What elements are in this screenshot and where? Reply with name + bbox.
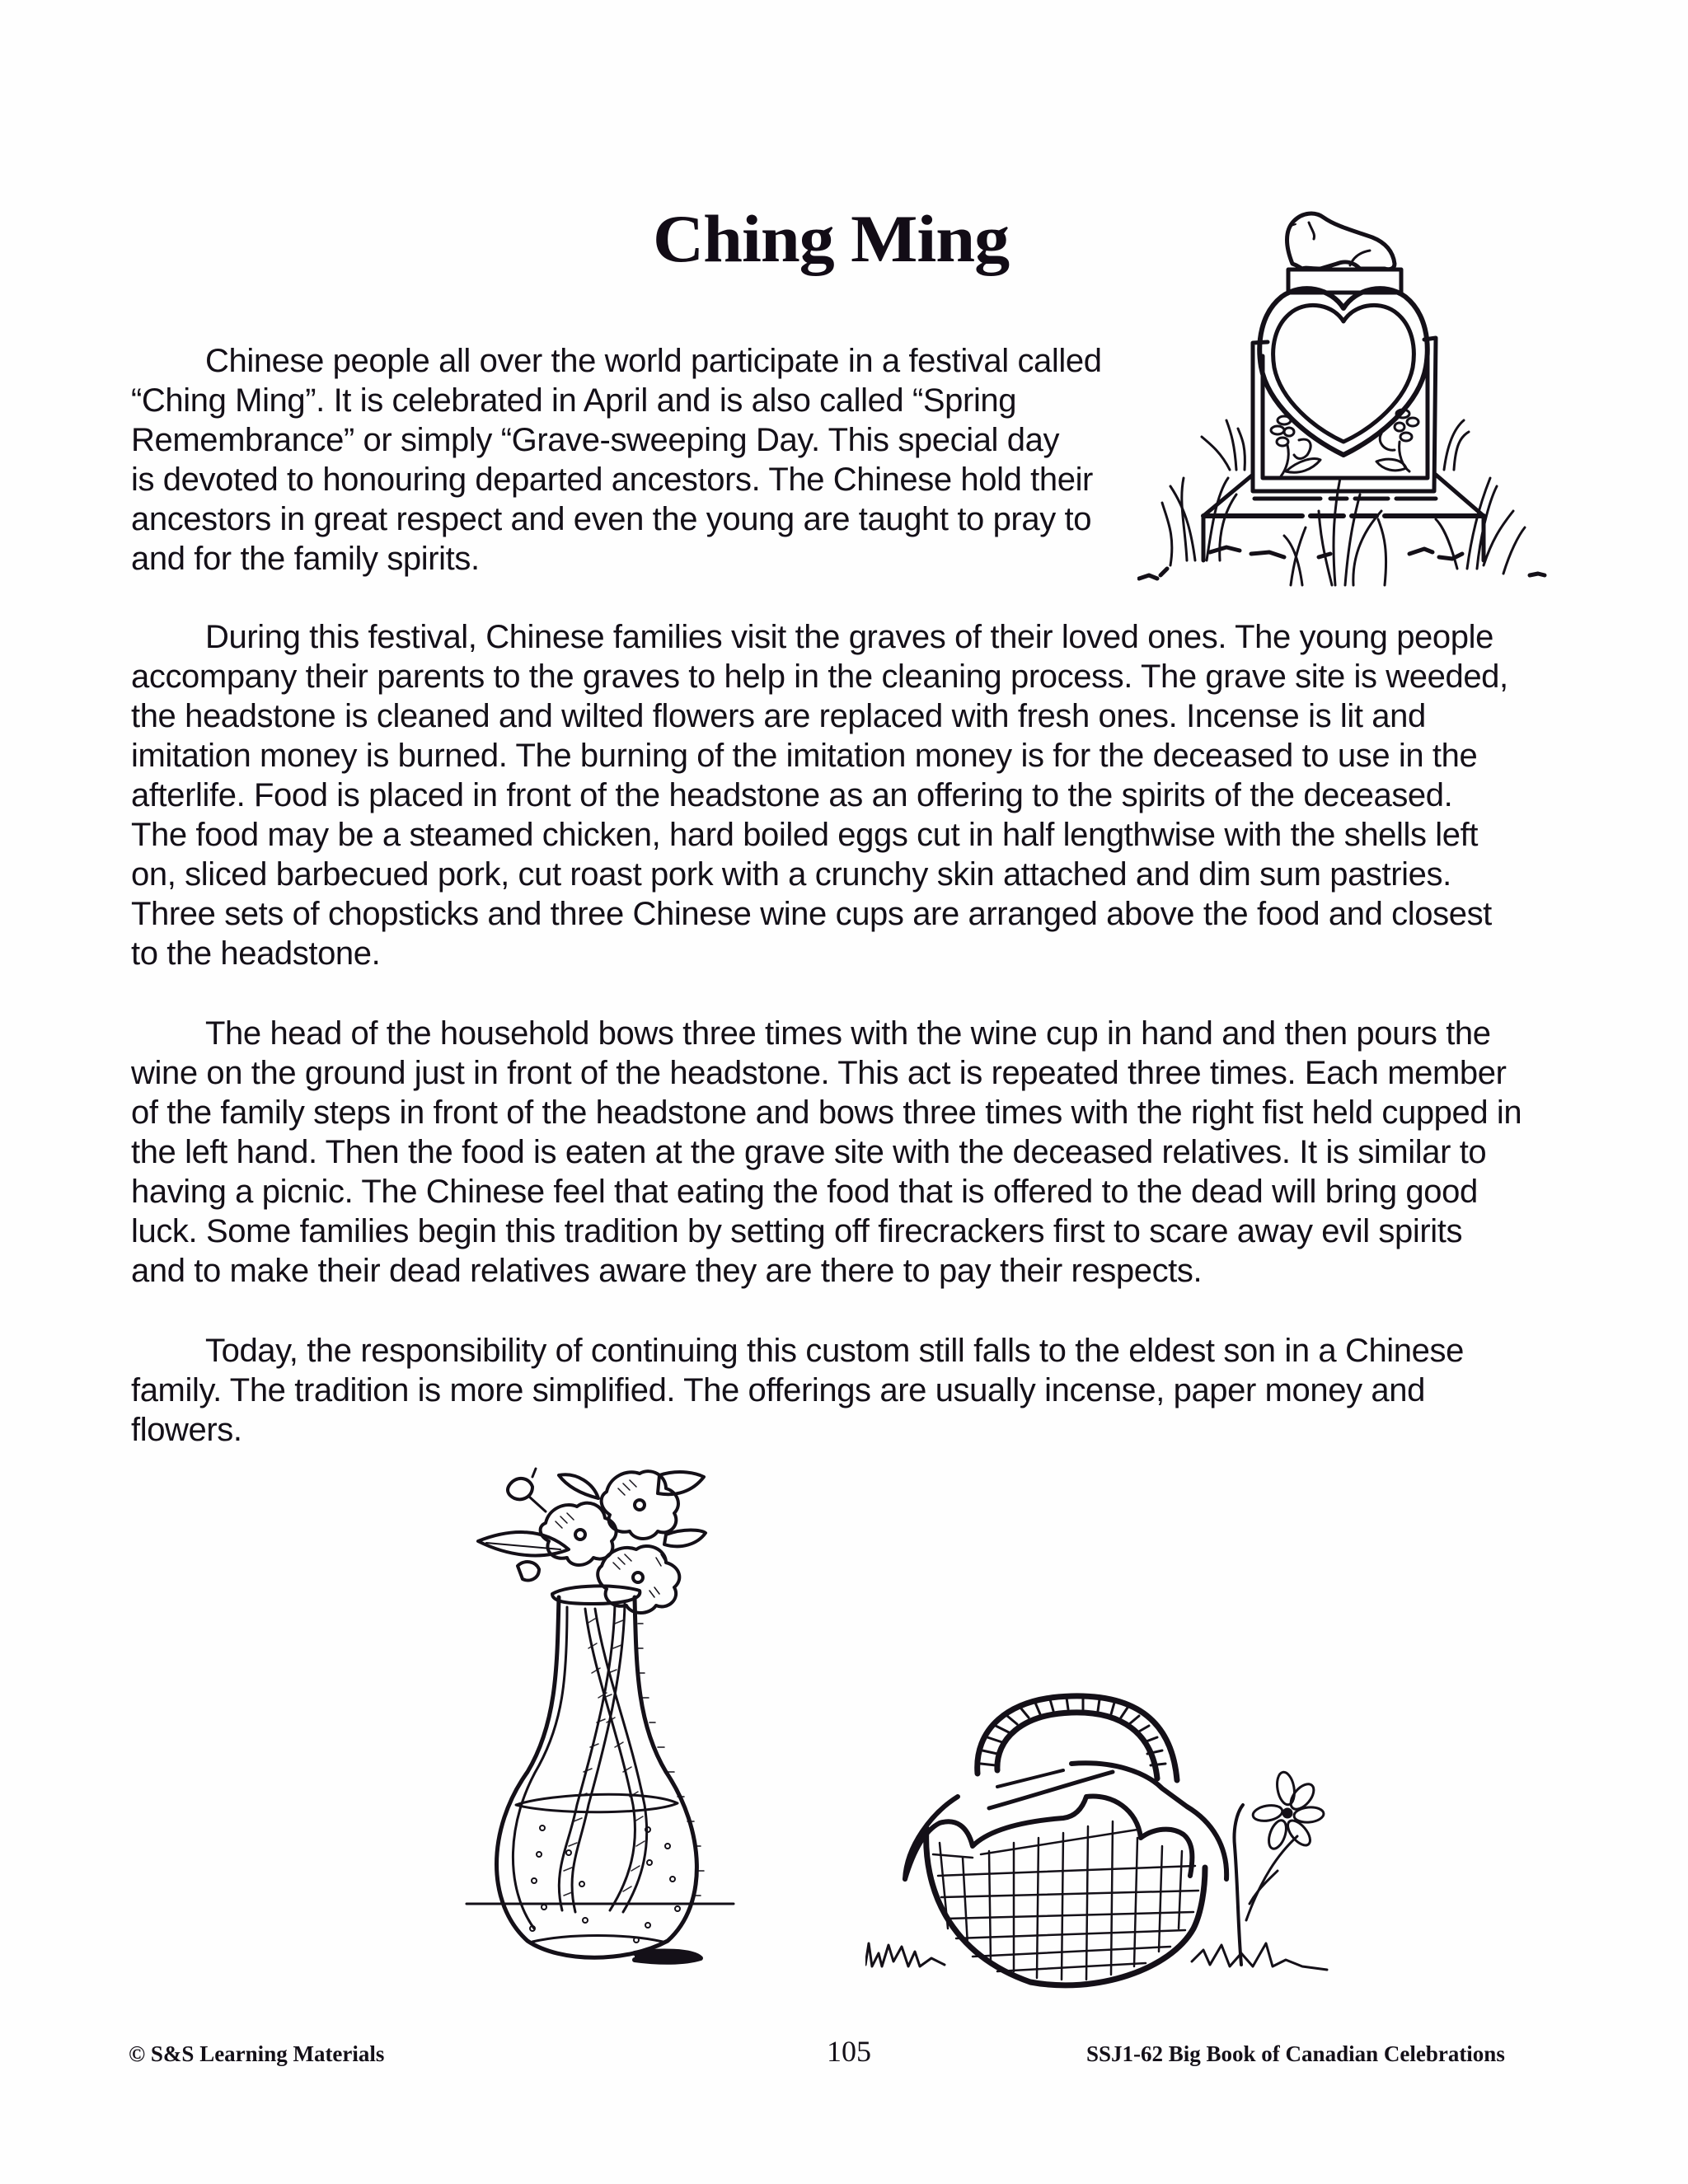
text-line: the left hand. Then the food is eaten at the grave site with the deceased relatives. It is similar to xyxy=(131,1134,1487,1170)
text-line: “Ching Ming”. It is celebrated in April and is also called “Spring xyxy=(131,382,1017,419)
text-line: family. The tradition is more simplified. The offerings are usually incense, paper money and xyxy=(131,1372,1425,1408)
picnic-basket-illustration xyxy=(865,1681,1335,1999)
paragraph-today xyxy=(131,1331,1464,1450)
text-line: wine on the ground just in front of the headstone. This act is repeated three times. Each member xyxy=(131,1055,1507,1091)
paragraph-ritual xyxy=(131,1014,1522,1291)
headstone-icon xyxy=(1137,198,1566,593)
text-line: is devoted to honouring departed ancestors. The Chinese hold their xyxy=(131,462,1093,498)
text-line: Chinese people all over the world participate in a festival called xyxy=(205,343,1102,379)
text-line: and to make their dead relatives aware they are there to pay their respects. xyxy=(131,1253,1203,1289)
text-line: flowers. xyxy=(131,1412,242,1448)
text-line: having a picnic. The Chinese feel that eating the food that is offered to the dead will bring good xyxy=(131,1174,1478,1210)
text-line: luck. Some families begin this tradition by setting off firecrackers first to scare away evil spirits xyxy=(131,1213,1463,1249)
text-line: and for the family spirits. xyxy=(131,541,480,577)
text-line: The food may be a steamed chicken, hard boiled eggs cut in half lengthwise with the shells left xyxy=(131,817,1479,853)
vase-icon xyxy=(453,1459,742,1970)
text-line: accompany their parents to the graves to help in the cleaning process. The grave site is weeded, xyxy=(131,658,1508,695)
text-line: imitation money is burned. The burning of the imitation money is for the deceased to use in the xyxy=(131,738,1478,774)
text-line: The head of the household bows three times with the wine cup in hand and then pours the xyxy=(205,1015,1491,1052)
text-line: Remembrance” or simply “Grave-sweeping Day. This special day xyxy=(131,422,1060,458)
text-line: During this festival, Chinese families visit the graves of their loved ones. The young people xyxy=(205,619,1493,655)
footer-book-title: SSJ1-62 Big Book of Canadian Celebrations xyxy=(1086,2041,1505,2066)
page-title: Ching Ming xyxy=(653,201,1010,276)
flower-vase-illustration xyxy=(453,1459,742,1970)
paragraph-grave-visit xyxy=(131,617,1508,973)
footer-copyright: © S&S Learning Materials xyxy=(129,2041,385,2066)
text-line: the headstone is cleaned and wilted flowers are replaced with fresh ones. Incense is lit and xyxy=(131,698,1426,734)
text-line: Three sets of chopsticks and three Chinese wine cups are arranged above the food and closest xyxy=(131,896,1492,932)
text-line: ancestors in great respect and even the young are taught to pray to xyxy=(131,501,1092,537)
text-line: Today, the responsibility of continuing this custom still falls to the eldest son in a Chinese xyxy=(205,1333,1464,1369)
text-line: afterlife. Food is placed in front of the headstone as an offering to the spirits of the deceased. xyxy=(131,777,1453,813)
text-line: of the family steps in front of the headstone and bows three times with the right fist held cupped in xyxy=(131,1094,1522,1131)
text-line: to the headstone. xyxy=(131,935,381,972)
page-number: 105 xyxy=(827,2035,871,2068)
headstone-with-lamb-illustration xyxy=(1137,198,1566,593)
paragraph-intro xyxy=(131,341,1102,579)
text-line: on, sliced barbecued pork, cut roast pork with a crunchy skin attached and dim sum pastries. xyxy=(131,856,1451,893)
basket-icon xyxy=(865,1681,1335,1999)
